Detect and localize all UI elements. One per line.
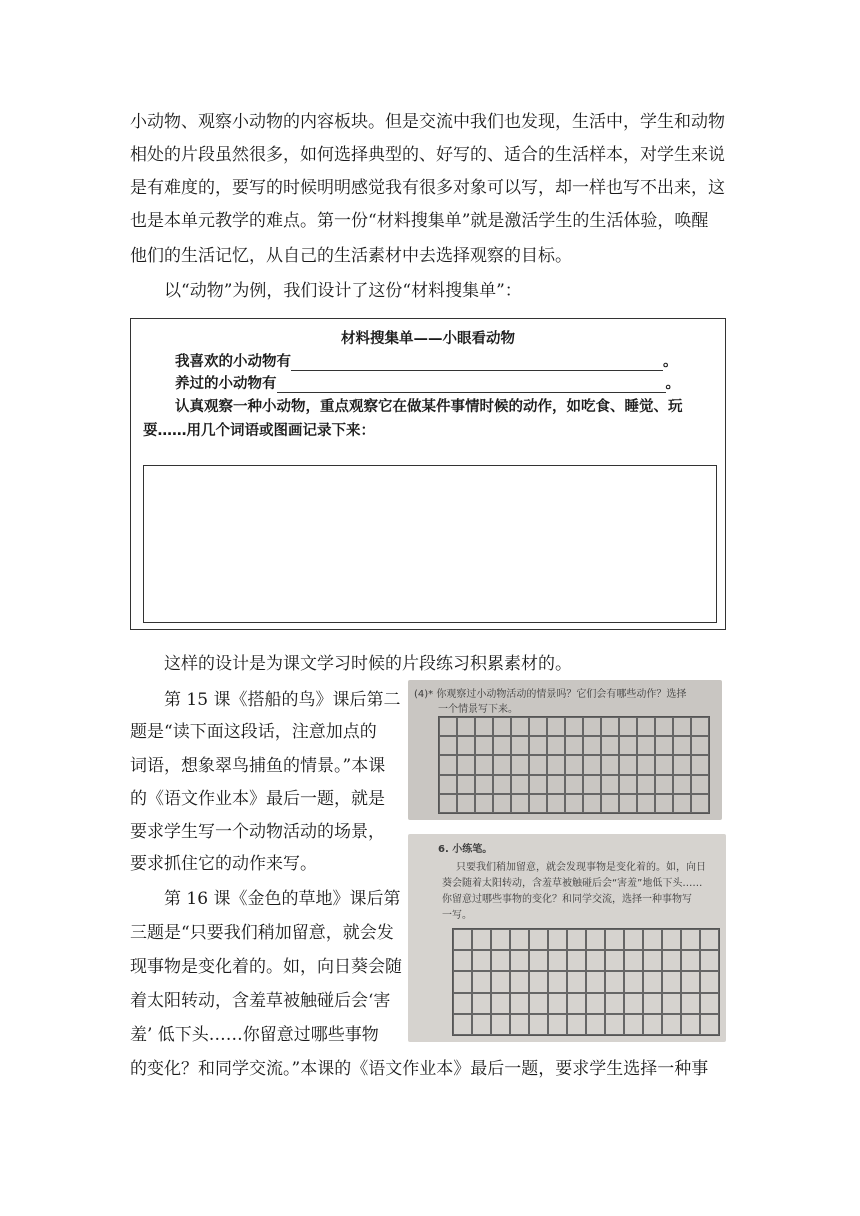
grid-cell (491, 950, 510, 971)
grid-cell (529, 794, 547, 813)
grid-cell (637, 717, 655, 736)
grid-cell (624, 971, 643, 992)
intro-line-1: 小动物、观察小动物的内容板块。但是交流中我们也发现，生活中，学生和动物 (130, 112, 725, 132)
photo2-line-3: 你留意过哪些事物的变化？和同学交流，选择一种事物写 (442, 894, 692, 905)
grid-cell (655, 736, 673, 755)
grid-cell (491, 929, 510, 950)
grid-cell (510, 950, 529, 971)
record-area-box[interactable] (143, 465, 717, 623)
grid-cell (583, 736, 601, 755)
grid-cell (529, 736, 547, 755)
grid-cell (662, 971, 681, 992)
grid-cell (475, 794, 493, 813)
grid-cell (601, 794, 619, 813)
grid-cell (547, 755, 565, 774)
lesson15-line-2: 题是“读下面这段话，注意加点的 (130, 722, 377, 742)
grid-cell (586, 1014, 605, 1035)
grid-cell (662, 993, 681, 1014)
row1-end: 。 (663, 354, 678, 370)
grid-cell (565, 775, 583, 794)
writing-grid (452, 928, 720, 1036)
grid-cell (567, 993, 586, 1014)
grid-cell (567, 950, 586, 971)
grid-cell (511, 775, 529, 794)
lesson15-line-1: 第 15 课《搭船的鸟》课后第二 (164, 690, 401, 710)
grid-cell (637, 794, 655, 813)
grid-cell (475, 736, 493, 755)
grid-cell (567, 1014, 586, 1035)
grid-cell (529, 950, 548, 971)
grid-cell (673, 717, 691, 736)
grid-cell (493, 794, 511, 813)
grid-cell (529, 993, 548, 1014)
grid-cell (565, 755, 583, 774)
grid-cell (655, 755, 673, 774)
grid-cell (510, 993, 529, 1014)
grid-cell (681, 993, 700, 1014)
grid-cell (605, 993, 624, 1014)
grid-cell (493, 717, 511, 736)
grid-cell (511, 755, 529, 774)
grid-cell (586, 929, 605, 950)
grid-cell (605, 971, 624, 992)
grid-cell (624, 1014, 643, 1035)
grid-cell (453, 993, 472, 1014)
grid-cell (548, 971, 567, 992)
grid-cell (547, 717, 565, 736)
grid-cell (637, 755, 655, 774)
photo1-line-1: (4)* 你观察过小动物活动的情景吗？它们会有哪些动作？选择 (414, 689, 687, 700)
grid-cell (453, 971, 472, 992)
lesson16-line-1: 第 16 课《金色的草地》课后第 (164, 889, 401, 909)
grid-cell (510, 971, 529, 992)
grid-cell (691, 736, 709, 755)
grid-cell (586, 993, 605, 1014)
lesson15-line-5: 要求学生写一个动物活动的场景， (130, 822, 385, 842)
grid-cell (493, 755, 511, 774)
design-line: 这样的设计是为课文学习时候的片段练习积累素材的。 (164, 654, 572, 674)
grid-cell (643, 971, 662, 992)
workbook-photo-writing-practice (408, 834, 726, 1042)
grid-cell (700, 993, 719, 1014)
grid-cell (567, 929, 586, 950)
grid-cell (673, 794, 691, 813)
lesson15-line-4: 的《语文作业本》最后一题，就是 (130, 789, 385, 809)
grid-cell (529, 971, 548, 992)
grid-cell (655, 775, 673, 794)
raised-animals-label: 养过的小动物有 (175, 376, 277, 392)
grid-cell (619, 775, 637, 794)
grid-cell (583, 755, 601, 774)
grid-cell (624, 993, 643, 1014)
lesson16-line-3: 现事物是变化着的。如，向日葵会随 (130, 957, 402, 977)
grid-cell (439, 775, 457, 794)
grid-cell (475, 717, 493, 736)
intro-line-4: 也是本单元教学的难点。第一份“材料搜集单”就是激活学生的生活体验，唤醒 (130, 211, 709, 231)
grid-cell (662, 929, 681, 950)
grid-cell (619, 717, 637, 736)
final-line: 的变化？和同学交流。”本课的《语文作业本》最后一题，要求学生选择一种事 (130, 1059, 709, 1079)
grid-cell (586, 950, 605, 971)
lesson16-line-5: 羞’ 低下头……你留意过哪些事物 (130, 1025, 379, 1045)
grid-cell (662, 1014, 681, 1035)
grid-cell (529, 1014, 548, 1035)
grid-cell (601, 775, 619, 794)
grid-cell (511, 794, 529, 813)
grid-cell (681, 1014, 700, 1035)
grid-cell (700, 929, 719, 950)
grid-cell (439, 794, 457, 813)
grid-cell (601, 755, 619, 774)
grid-cell (548, 950, 567, 971)
grid-cell (472, 929, 491, 950)
intro-line-2: 相处的片段虽然很多，如何选择典型的、好写的、适合的生活样本，对学生来说 (130, 145, 725, 165)
grid-cell (472, 993, 491, 1014)
grid-cell (548, 929, 567, 950)
grid-cell (605, 1014, 624, 1035)
grid-cell (565, 794, 583, 813)
grid-cell (493, 736, 511, 755)
grid-cell (567, 971, 586, 992)
lesson15-line-3: 词语，想象翠鸟捕鱼的情景。”本课 (130, 756, 386, 776)
grid-cell (700, 950, 719, 971)
form-title: 材料搜集单——小眼看动物 (341, 331, 515, 347)
grid-cell (453, 950, 472, 971)
grid-cell (565, 736, 583, 755)
grid-cell (511, 736, 529, 755)
grid-cell (475, 755, 493, 774)
grid-cell (565, 717, 583, 736)
lesson16-line-2: 三题是“只要我们稍加留意，就会发 (130, 923, 394, 943)
raised-animals-blank[interactable] (277, 377, 666, 393)
grid-cell (655, 794, 673, 813)
grid-cell (548, 993, 567, 1014)
grid-cell (681, 971, 700, 992)
grid-cell (643, 993, 662, 1014)
grid-cell (662, 950, 681, 971)
grid-cell (457, 755, 475, 774)
grid-cell (439, 717, 457, 736)
lesson15-line-6: 要求抓住它的动作来写。 (130, 854, 317, 874)
grid-cell (529, 929, 548, 950)
grid-cell (529, 755, 547, 774)
grid-cell (691, 717, 709, 736)
grid-cell (491, 1014, 510, 1035)
grid-cell (637, 736, 655, 755)
grid-cell (472, 971, 491, 992)
grid-cell (643, 929, 662, 950)
row2-end: 。 (665, 376, 680, 392)
grid-cell (583, 717, 601, 736)
grid-cell (691, 755, 709, 774)
raised-animals-row (175, 372, 680, 393)
grid-cell (691, 794, 709, 813)
grid-cell (583, 794, 601, 813)
grid-cell (619, 794, 637, 813)
grid-cell (605, 950, 624, 971)
grid-cell (643, 1014, 662, 1035)
photo2-line-2: 葵会随着太阳转动，含羞草被触碰后会“害羞”地低下头…… (442, 878, 703, 889)
grid-cell (439, 736, 457, 755)
grid-cell (691, 775, 709, 794)
grid-cell (453, 929, 472, 950)
grid-cell (472, 1014, 491, 1035)
grid-cell (510, 929, 529, 950)
photo2-heading: 6. 小练笔。 (438, 844, 493, 855)
grid-cell (586, 971, 605, 992)
grid-cell (439, 755, 457, 774)
grid-cell (619, 755, 637, 774)
example-line: 以“动物”为例，我们设计了这份“材料搜集单”： (164, 281, 522, 301)
grid-cell (472, 950, 491, 971)
grid-cell (548, 1014, 567, 1035)
favorite-animals-label: 我喜欢的小动物有 (175, 354, 291, 370)
material-collection-form (130, 318, 726, 630)
favorite-animals-row (175, 350, 678, 371)
grid-cell (453, 1014, 472, 1035)
grid-cell (529, 717, 547, 736)
grid-cell (673, 755, 691, 774)
grid-cell (547, 794, 565, 813)
grid-cell (583, 775, 601, 794)
grid-cell (491, 971, 510, 992)
grid-cell (673, 736, 691, 755)
grid-cell (491, 993, 510, 1014)
grid-cell (475, 775, 493, 794)
grid-cell (673, 775, 691, 794)
grid-cell (457, 717, 475, 736)
grid-cell (547, 736, 565, 755)
grid-cell (624, 950, 643, 971)
grid-cell (605, 929, 624, 950)
grid-cell (457, 775, 475, 794)
grid-cell (643, 950, 662, 971)
grid-cell (624, 929, 643, 950)
photo2-line-4: 一写。 (442, 910, 472, 921)
intro-line-3: 是有难度的，要写的时候明明感觉我有很多对象可以写，却一样也写不出来，这 (130, 178, 725, 198)
grid-cell (637, 775, 655, 794)
grid-cell (547, 775, 565, 794)
grid-cell (457, 736, 475, 755)
lesson16-line-4: 着太阳转动，含羞草被触碰后会‘害 (130, 991, 391, 1011)
form-instruction: 认真观察一种小动物，重点观察它在做某件事情时候的动作，如吃食、睡觉、玩耍……用几个词语或图画记录下来： (143, 399, 683, 439)
grid-cell (681, 950, 700, 971)
grid-cell (529, 775, 547, 794)
grid-cell (601, 736, 619, 755)
photo1-line-2: 一个情景写下来。 (438, 704, 518, 715)
grid-cell (681, 929, 700, 950)
workbook-photo-animal-activity (408, 680, 722, 820)
photo2-line-1: 只要我们稍加留意，就会发现事物是变化着的。如，向日 (456, 862, 706, 873)
grid-cell (700, 1014, 719, 1035)
grid-cell (457, 794, 475, 813)
grid-cell (510, 1014, 529, 1035)
grid-cell (619, 736, 637, 755)
grid-cell (655, 717, 673, 736)
grid-cell (601, 717, 619, 736)
favorite-animals-blank[interactable] (291, 355, 663, 371)
grid-cell (700, 971, 719, 992)
grid-cell (511, 717, 529, 736)
intro-line-5: 他们的生活记忆，从自己的生活素材中去选择观察的目标。 (130, 246, 572, 266)
grid-cell (493, 775, 511, 794)
writing-grid (438, 716, 710, 814)
